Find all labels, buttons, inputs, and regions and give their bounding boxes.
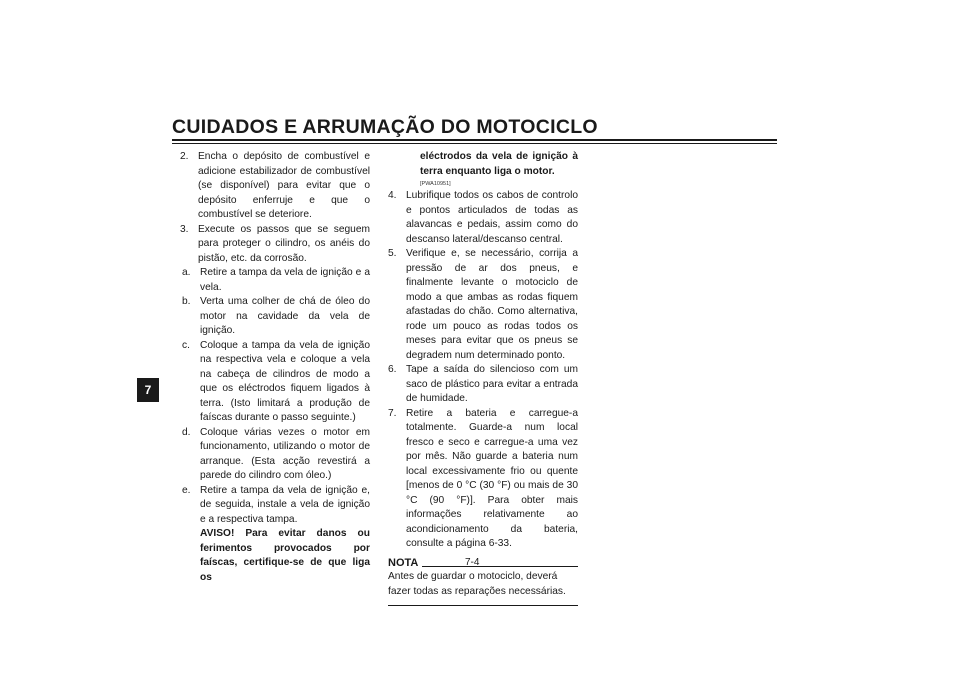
substep-a xyxy=(182,266,370,295)
substep-letter: e. xyxy=(182,484,191,496)
substep-d xyxy=(182,426,370,484)
warning-continued: eléctrodos da vela de ignição à terra enquanto liga o motor. xyxy=(420,151,578,177)
step-number: 3. xyxy=(180,223,189,235)
title-rule-thin xyxy=(172,143,777,144)
step-text: Execute os passos que se seguem para proteger o cilindro, os anéis do pistão, etc. da corrosão. xyxy=(198,223,370,264)
substep-letter: d. xyxy=(182,426,191,438)
substep-text: Retire a tampa da vela de ignição e, de seguida, instale a vela de ignição e a respectiva tampa. xyxy=(200,484,370,525)
step-text: Lubrifique todos os cabos de controlo e pontos articulados de todas as alavancas e pedais, assim como do descanso lateral/descanso central. xyxy=(406,190,578,245)
step-number: 6. xyxy=(388,364,397,375)
step-text: Retire a bateria e carregue-a totalmente. Guarde-a num local fresco e seco e carregue-a uma vez por mês. Não guarde a bateria num local excessivamente frio ou quente [menos de 0 °C (30 °F) ou mais de 30 °C (90 °F)]. Para obter mais informações relativamente ao acondicionamento da bateria, consulte a página 6-33. xyxy=(406,407,578,549)
substep-letter: c. xyxy=(182,339,190,351)
step-text: Tape a saída do silencioso com um saco de plástico para evitar a entrada de humidade. xyxy=(406,364,578,404)
note-text: Antes de guardar o motociclo, deverá fazer todas as reparações necessárias. xyxy=(388,571,566,597)
step-6 xyxy=(388,363,578,407)
substep-e xyxy=(182,484,370,586)
left-column xyxy=(180,150,370,585)
page-number: 7-4 xyxy=(465,557,480,568)
substep-text: Verta uma colher de chá de óleo do motor na cavidade da vela de ignição. xyxy=(200,296,370,336)
step-4 xyxy=(388,189,578,247)
title-rule xyxy=(172,139,777,141)
substep-text: Retire a tampa da vela de ignição e a vela. xyxy=(200,267,370,293)
step-number: 2. xyxy=(180,151,189,162)
note-divider xyxy=(422,566,578,567)
step-5 xyxy=(388,247,578,363)
substep-text: Coloque a tampa da vela de ignição na respectiva vela e coloque a vela na cabeça de cilindros de modo a que os eléctrodos fiquem ligados à terra. (Isto limitará a produção de faíscas durante o passo seguinte.) xyxy=(200,339,370,423)
step-text: Encha o depósito de combustível e adicione estabilizador de combustível (se disponível) para evitar que o depósito enferruje e que o combustível se deteriore. xyxy=(198,151,370,220)
right-column xyxy=(388,150,578,606)
step-number: 4. xyxy=(388,190,397,201)
step-text: Verifique e, se necessário, corrija a pressão de ar dos pneus, e finalmente levante o motociclo de modo a que ambas as rodas fiquem afastadas do chão. Como alternativa, rode um pouco as rodas todos os meses para evitar que os pneus se degradem num determinado ponto. xyxy=(406,248,578,361)
substep-text: Coloque várias vezes o motor em funcionamento, utilizando o motor de arranque. (Esta acção revestirá a parede do cilindro com óleo.) xyxy=(200,426,370,481)
warning-code: [PWA10951] xyxy=(420,181,451,187)
substep-letter: a. xyxy=(182,267,191,278)
substep-c xyxy=(182,339,370,426)
note-bottom-rule xyxy=(388,605,578,606)
step-number: 5. xyxy=(388,248,397,259)
page-title: CUIDADOS E ARRUMAÇÃO DO MOTOCICLO xyxy=(172,116,598,138)
warning-text: AVISO! Para evitar danos ou ferimentos provocados por faíscas, certifique-se de que liga os xyxy=(200,528,370,583)
step-7 xyxy=(388,407,578,552)
chapter-tab: 7 xyxy=(137,378,159,402)
substep-letter: b. xyxy=(182,296,191,307)
substep-b xyxy=(182,295,370,339)
step-3 xyxy=(180,223,370,267)
step-number: 7. xyxy=(388,407,397,419)
note-header xyxy=(388,556,578,571)
note-label: NOTA xyxy=(388,556,419,569)
step-2 xyxy=(180,150,370,223)
